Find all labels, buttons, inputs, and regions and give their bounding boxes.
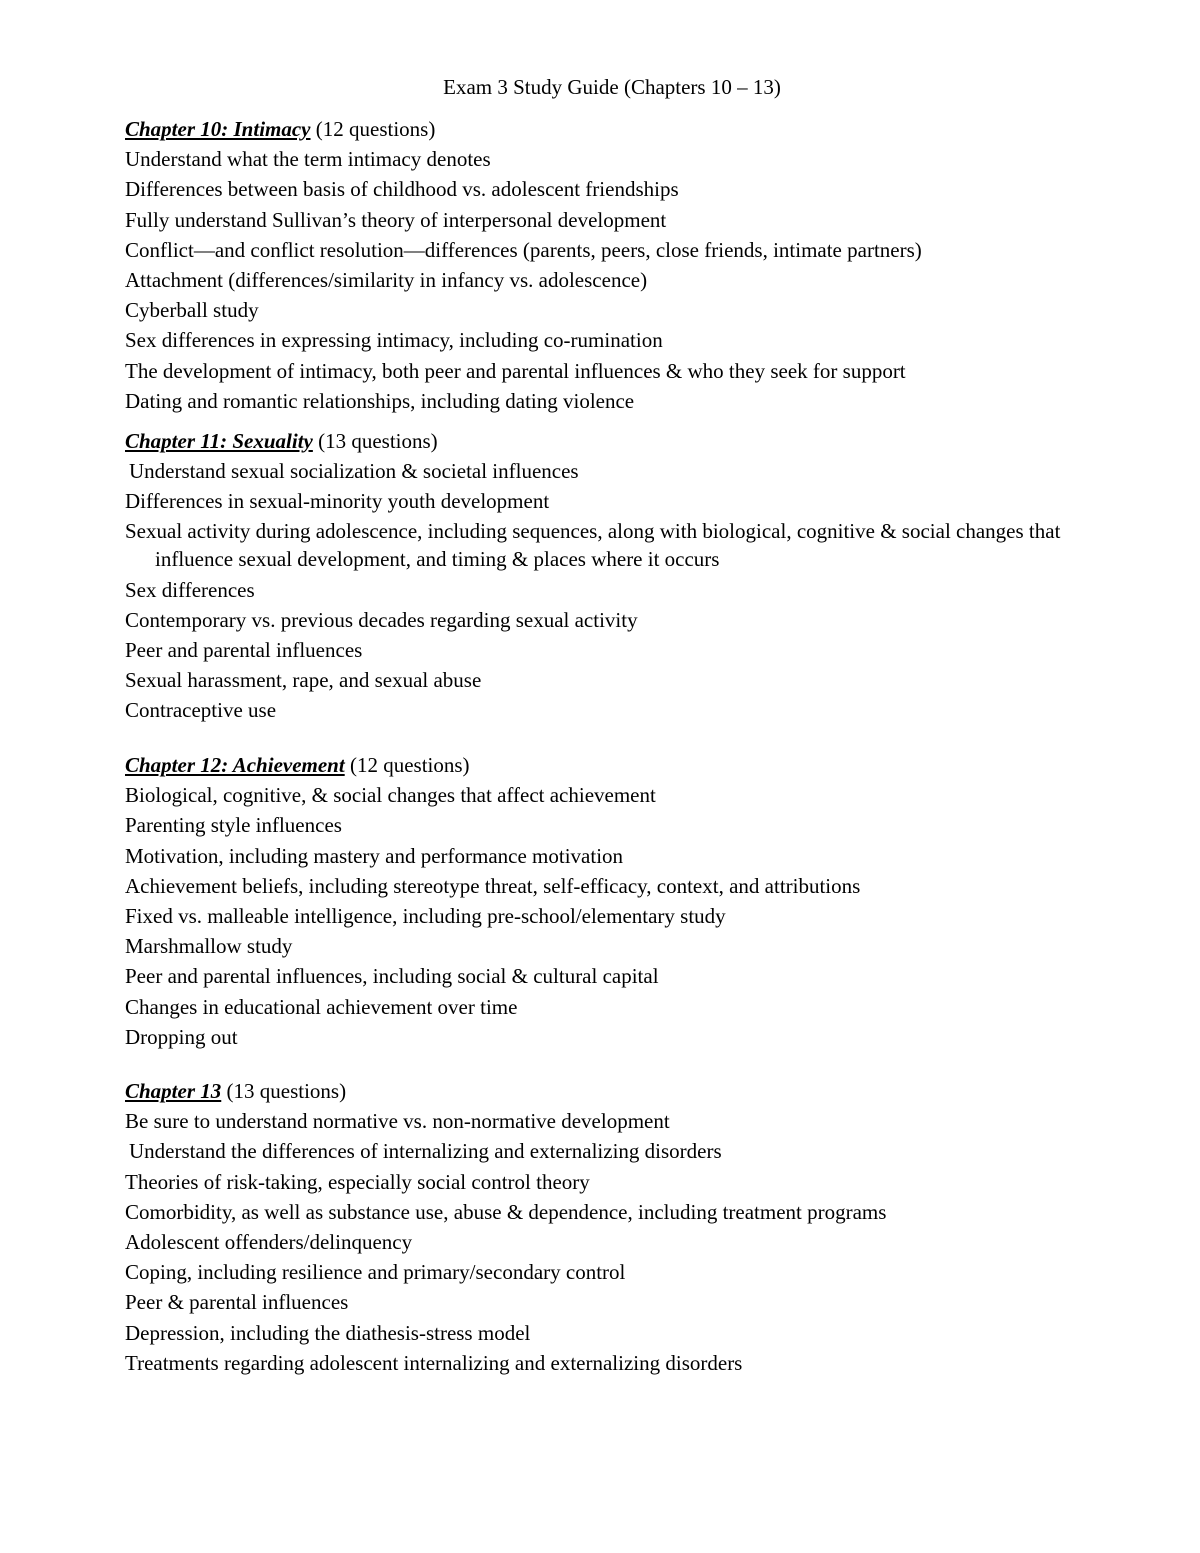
chapter-12-title: Chapter 12: Achievement [125, 753, 345, 777]
chapter-11-question-count: (13 questions) [312, 429, 438, 453]
topic-item: Peer and parental influences [125, 638, 363, 663]
topic-item: Comorbidity, as well as substance use, abuse & dependence, including treatment programs [125, 1199, 887, 1224]
topic-item: Cyberball study [125, 298, 259, 323]
topic-item: Coping, including resilience and primary/secondary control [125, 1260, 626, 1285]
topic-item: Peer and parental influences, including social & cultural capital [125, 964, 659, 989]
chapter-13-question-count: (13 questions) [221, 1079, 347, 1103]
chapter-13-section [125, 1076, 1125, 1378]
chapter-10-title: Chapter 10: Intimacy [125, 117, 311, 141]
chapter-12-section [125, 750, 1125, 1052]
chapter-11-title: Chapter 11: Sexuality [125, 429, 313, 453]
topic-item: Be sure to understand normative vs. non-normative development [125, 1109, 670, 1134]
chapter-12-question-count: (12 questions) [344, 753, 470, 777]
topic-item: Theories of risk-taking, especially social control theory [125, 1169, 590, 1194]
topic-item: Contraceptive use [125, 698, 277, 723]
topic-item: Sex differences [125, 577, 255, 602]
topic-item: Sexual harassment, rape, and sexual abuse [125, 668, 482, 693]
topic-item: Parenting style influences [125, 813, 342, 838]
topic-item: Sexual activity during adolescence, including sequences, along with biological, cognitive & social changes that influence sexual development, and timing & places where it occurs [125, 518, 1061, 571]
topic-item: Understand sexual socialization & societal influences [129, 459, 579, 484]
topic-item: Understand what the term intimacy denotes [125, 147, 491, 172]
topic-item: Attachment (differences/similarity in infancy vs. adolescence) [125, 268, 648, 293]
chapter-10-topics [125, 144, 1125, 416]
topic-item: Dropping out [125, 1024, 238, 1049]
topic-item: Treatments regarding adolescent internalizing and externalizing disorders [125, 1350, 743, 1375]
topic-item: Changes in educational achievement over time [125, 994, 518, 1019]
topic-item: Biological, cognitive, & social changes that affect achievement [125, 783, 656, 808]
topic-item: Peer & parental influences [125, 1290, 349, 1315]
topic-item: Conflict—and conflict resolution—differences (parents, peers, close friends, intimate partners) [125, 237, 922, 262]
topic-item: Motivation, including mastery and performance motivation [125, 843, 624, 868]
topic-item: Dating and romantic relationships, including dating violence [125, 388, 635, 413]
topic-item: Depression, including the diathesis-stress model [125, 1320, 531, 1345]
topic-item: Marshmallow study [125, 934, 293, 959]
chapter-13-heading [125, 1076, 1125, 1106]
chapter-11-topics [125, 456, 1125, 725]
chapter-10-heading [125, 114, 1125, 144]
topic-item: Contemporary vs. previous decades regarding sexual activity [125, 607, 638, 632]
topic-item: Differences in sexual-minority youth development [125, 489, 550, 514]
topic-item: Achievement beliefs, including stereotype threat, self-efficacy, context, and attributions [125, 873, 861, 898]
page-title: Exam 3 Study Guide (Chapters 10 – 13) [443, 75, 781, 99]
chapter-11-heading [125, 426, 1125, 456]
chapter-12-topics [125, 780, 1125, 1052]
topic-item: The development of intimacy, both peer and parental influences & who they seek for support [125, 358, 906, 383]
chapter-13-topics [125, 1106, 1125, 1378]
topic-item: Differences between basis of childhood vs. adolescent friendships [125, 177, 679, 202]
topic-item: Adolescent offenders/delinquency [125, 1230, 413, 1255]
chapter-13-title: Chapter 13 [125, 1079, 222, 1103]
topic-item: Understand the differences of internalizing and externalizing disorders [129, 1139, 722, 1164]
topic-item: Sex differences in expressing intimacy, including co-rumination [125, 328, 663, 353]
chapter-10-question-count: (12 questions) [310, 117, 436, 141]
chapter-10-section [125, 114, 1125, 416]
topic-item: Fully understand Sullivan’s theory of interpersonal development [125, 207, 667, 232]
topic-item: Fixed vs. malleable intelligence, including pre-school/elementary study [125, 904, 726, 929]
chapter-12-heading [125, 750, 1125, 780]
chapter-11-section [125, 426, 1125, 726]
